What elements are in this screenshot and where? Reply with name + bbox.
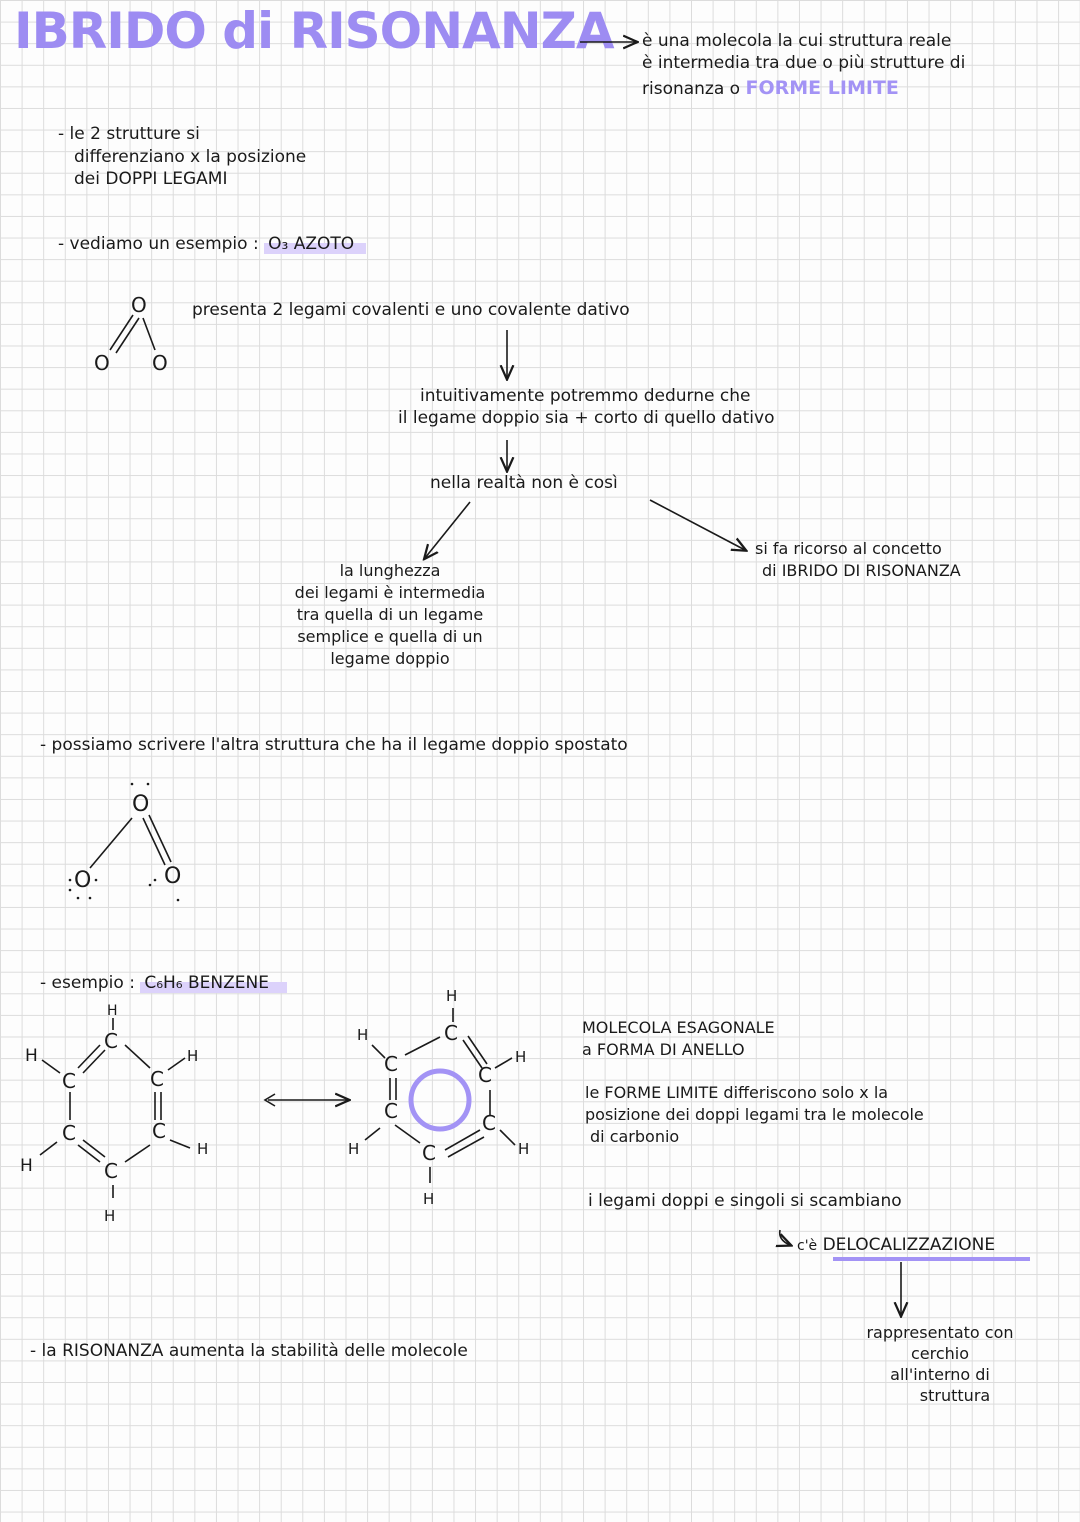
represented-line: struttura <box>919 1386 991 1405</box>
definition-line: è intermedia tra due o più strutture di <box>642 53 966 73</box>
atom-label: H <box>423 1190 435 1208</box>
forme-limite-line: le FORME LIMITE differiscono solo x la <box>585 1083 889 1102</box>
atom-label: C <box>104 1029 118 1053</box>
atom-label: C <box>422 1141 436 1165</box>
atom-label: C <box>384 1099 398 1123</box>
branch-line: legame doppio <box>330 649 450 668</box>
intuition-line: il legame doppio sia + corto di quello dativo <box>398 408 775 428</box>
atom-label: O <box>164 864 182 889</box>
left-branch <box>240 560 540 670</box>
branch-line: semplice e quella di un <box>297 627 483 646</box>
atom-label: H <box>25 1046 38 1066</box>
page-title: IBRIDO di RISONANZA <box>14 2 614 60</box>
curved-arrow <box>780 1230 790 1245</box>
represented-line: cerchio <box>910 1344 970 1363</box>
atom-label: H <box>107 1003 118 1019</box>
atom-label: O <box>74 868 92 893</box>
atom-label: H <box>197 1140 209 1158</box>
represented-line: rappresentato con <box>866 1323 1014 1342</box>
note-other-structure: - possiamo scrivere l'altra struttura che ha il legame doppio spostato <box>40 735 628 755</box>
ozone-structure-1 <box>110 315 155 353</box>
forme-limite-line: di carbonio <box>590 1127 680 1146</box>
atom-label: C <box>444 1021 458 1045</box>
branch-line: la lunghezza <box>339 561 441 580</box>
atom-label: H <box>446 987 458 1005</box>
atom-label: C <box>150 1067 164 1091</box>
atom-label: O <box>132 792 150 817</box>
exchange-text: i legami doppi e singoli si scambiano <box>588 1191 902 1211</box>
deloc-prefix: c'è <box>797 1238 818 1254</box>
represented-note <box>840 1322 1040 1406</box>
ozone-description: presenta 2 legami covalenti e uno covalente dativo <box>192 300 630 320</box>
atom-label: C <box>104 1159 118 1183</box>
arrow-left-branch <box>425 502 470 558</box>
atom-label: C <box>152 1119 166 1143</box>
benzene-desc-line: a FORMA DI ANELLO <box>582 1040 745 1059</box>
example-label: - vediamo un esempio : <box>58 234 259 254</box>
atom-label: O <box>94 351 110 375</box>
arrow-right-branch <box>650 500 745 550</box>
example-benzene <box>40 972 287 994</box>
note-line: differenziano x la posizione <box>74 147 307 167</box>
benzene-desc-line: MOLECOLA ESAGONALE <box>582 1018 775 1037</box>
note-line: dei DOPPI LEGAMI <box>74 169 228 189</box>
atom-label: H <box>357 1026 369 1044</box>
definition-line: è una molecola la cui struttura reale <box>642 31 952 51</box>
branch-line: di IBRIDO DI RISONANZA <box>762 561 961 580</box>
atom-label: H <box>518 1140 530 1158</box>
atom-label: H <box>187 1047 199 1065</box>
deloc-word: DELOCALIZZAZIONE <box>822 1235 996 1255</box>
example-ozone <box>58 233 366 255</box>
atom-label: C <box>62 1121 76 1145</box>
atom-label: C <box>62 1069 76 1093</box>
atom-label: H <box>20 1156 33 1176</box>
represented-line: all'interno di <box>890 1365 990 1384</box>
example-highlight: C₆H₆ BENZENE <box>140 973 287 993</box>
benzene-structure-2 <box>365 1008 515 1183</box>
branch-line: tra quella di un legame <box>296 605 484 624</box>
atom-label: C <box>384 1052 398 1076</box>
branch-line: dei legami è intermedia <box>294 583 486 602</box>
definition-line: risonanza o <box>642 79 741 99</box>
note-line: - le 2 strutture si <box>58 124 200 144</box>
reality-text: nella realtà non è così <box>430 473 618 493</box>
atom-label: H <box>515 1048 527 1066</box>
forme-limite-highlight: FORME LIMITE <box>745 77 899 99</box>
atom-label: H <box>104 1207 116 1225</box>
atom-label: O <box>152 351 168 375</box>
deloc-text <box>797 1234 995 1257</box>
atom-label: C <box>478 1063 492 1087</box>
atom-label: O <box>131 293 147 317</box>
intuition-line: intuitivamente potremmo dedurne che <box>420 386 751 406</box>
delocalization-circle <box>411 1071 469 1129</box>
atom-label: H <box>348 1140 360 1158</box>
conclusion-text: - la RISONANZA aumenta la stabilità delle molecole <box>30 1341 468 1361</box>
forme-limite-line: posizione dei doppi legami tra le molecole <box>585 1105 924 1124</box>
example-highlight: O₃ AZOTO <box>264 234 366 254</box>
example-label: - esempio : <box>40 973 135 993</box>
branch-line: si fa ricorso al concetto <box>755 539 942 558</box>
atom-label: C <box>482 1111 496 1135</box>
